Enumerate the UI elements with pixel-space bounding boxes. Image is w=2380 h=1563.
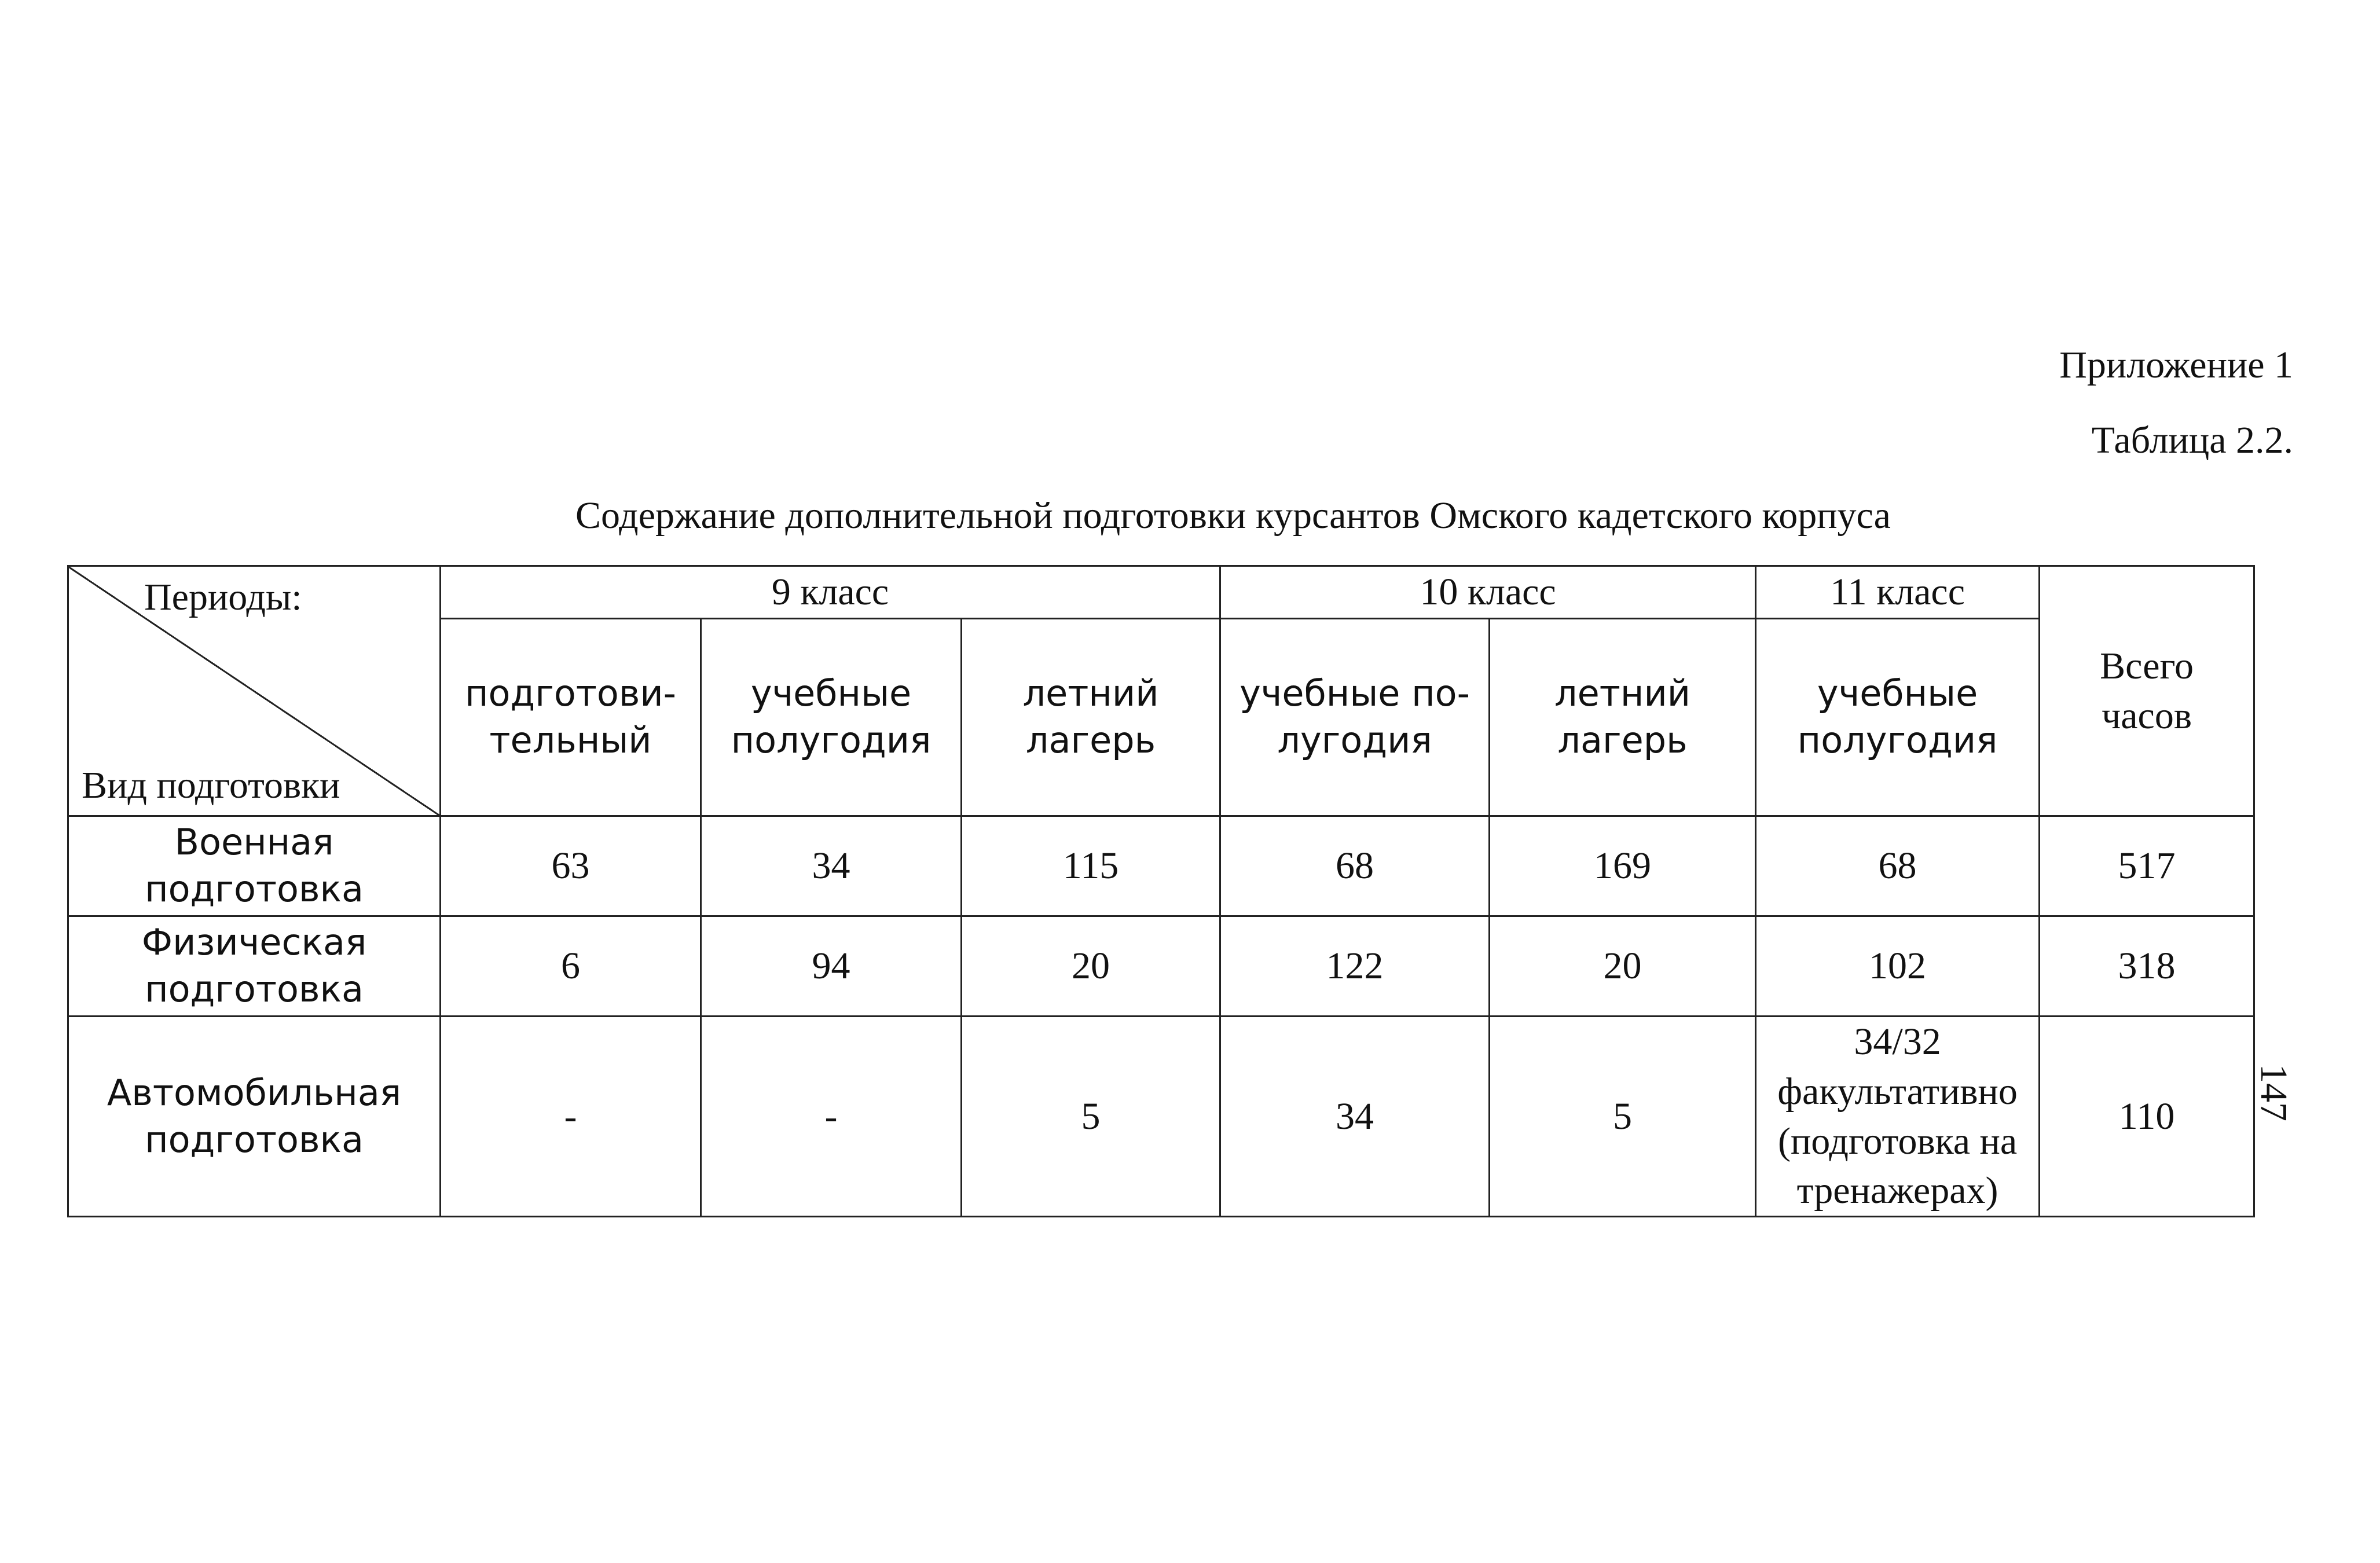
group-header-grade-10: 10 класс [1220, 566, 1756, 619]
total-hours-header: Всего часов [2040, 566, 2254, 816]
table-cell: 115 [962, 816, 1220, 916]
page-number: 147 [2253, 1064, 2295, 1121]
corner-periods-label: Периоды: [144, 576, 302, 618]
group-header-grade-9: 9 класс [441, 566, 1220, 619]
table-row-physical [68, 916, 2254, 1017]
table-cell: 63 [441, 816, 701, 916]
subheader-summer-camp-10: летний лагерь [1490, 619, 1756, 816]
group-header-grade-11: 11 класс [1756, 566, 2040, 619]
table-cell: 68 [1756, 816, 2040, 916]
row-total-automotive: 110 [2040, 1017, 2254, 1217]
subheader-preparatory: подготови- тельный [441, 619, 701, 816]
corner-training-type-label: Вид подготовки [82, 764, 340, 807]
table-cell: 94 [701, 916, 962, 1017]
table-row-automotive [68, 1017, 2254, 1217]
table-cell: 68 [1220, 816, 1490, 916]
appendix-label: Приложение 1 [2059, 344, 2293, 386]
row-total-military: 517 [2040, 816, 2254, 916]
row-label-automotive: Автомобильная подготовка [68, 1017, 441, 1217]
table-cell: 34 [701, 816, 962, 916]
table-row-military [68, 816, 2254, 916]
table-cell-optional-note: 34/32 факультативно (подготовка на тренажерах) [1756, 1017, 2040, 1217]
table-cell: 102 [1756, 916, 2040, 1017]
table-cell: 34 [1220, 1017, 1490, 1217]
header-row-periods [68, 566, 2254, 619]
table-caption: Содержание дополнительной подготовки курсантов Омского кадетского корпуса [575, 494, 1891, 537]
table-cell: 20 [1490, 916, 1756, 1017]
training-table [67, 565, 2255, 1217]
subheader-semesters-11: учебные полугодия [1756, 619, 2040, 816]
subheader-semesters-10: учебные по- лугодия [1220, 619, 1490, 816]
table-cell: 6 [441, 916, 701, 1017]
corner-cell [68, 566, 441, 816]
table-cell: 122 [1220, 916, 1490, 1017]
row-label-military: Военная подготовка [68, 816, 441, 916]
table-cell: - [441, 1017, 701, 1217]
row-total-physical: 318 [2040, 916, 2254, 1017]
table-number: Таблица 2.2. [2091, 419, 2293, 461]
subheader-semesters-9: учебные полугодия [701, 619, 962, 816]
table-cell: 169 [1490, 816, 1756, 916]
table-cell: 20 [962, 916, 1220, 1017]
table-cell: - [701, 1017, 962, 1217]
table-cell: 5 [962, 1017, 1220, 1217]
row-label-physical: Физическая подготовка [68, 916, 441, 1017]
table-cell: 5 [1490, 1017, 1756, 1217]
subheader-summer-camp-9: летний лагерь [962, 619, 1220, 816]
